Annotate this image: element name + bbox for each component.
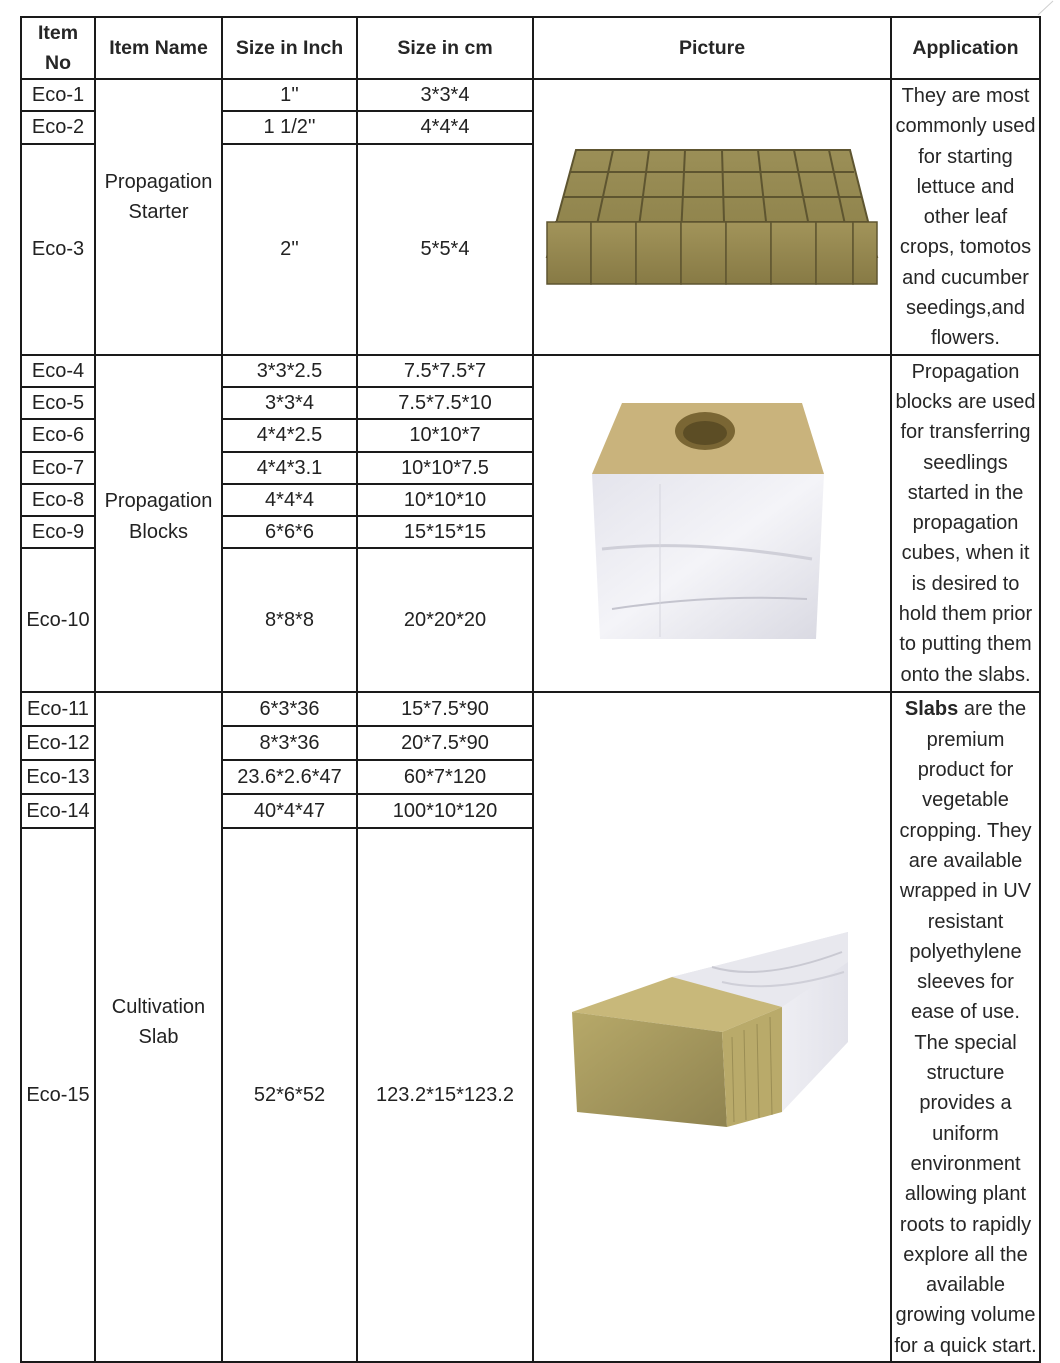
item-no-cell: Eco-15 xyxy=(21,828,95,1362)
size-inch-cell: 2'' xyxy=(222,144,357,355)
wrapped-rockwool-block-image xyxy=(592,399,832,649)
header-item-no-line2: No xyxy=(45,52,71,74)
picture-cell xyxy=(533,355,891,693)
table-row xyxy=(21,79,1040,111)
item-no-cell: Eco-4 xyxy=(21,355,95,387)
size-cm-cell: 15*15*15 xyxy=(357,516,533,548)
picture-cell xyxy=(533,79,891,355)
item-name-cell xyxy=(95,355,222,693)
item-no-cell: Eco-2 xyxy=(21,111,95,143)
size-cm-cell: 100*10*120 xyxy=(357,794,533,828)
picture-cell xyxy=(533,692,891,1362)
size-cm-cell: 3*3*4 xyxy=(357,79,533,111)
size-inch-cell: 8*3*36 xyxy=(222,726,357,760)
wrapped-rockwool-slab-image xyxy=(562,922,862,1132)
application-cell xyxy=(891,79,1040,355)
size-inch-cell: 40*4*47 xyxy=(222,794,357,828)
size-cm-cell: 7.5*7.5*7 xyxy=(357,355,533,387)
item-no-cell: Eco-13 xyxy=(21,760,95,794)
size-cm-cell: 123.2*15*123.2 xyxy=(357,828,533,1362)
item-no-cell: Eco-6 xyxy=(21,419,95,451)
application-bold-term: Slabs xyxy=(904,698,959,721)
item-no-cell: Eco-7 xyxy=(21,452,95,484)
item-name-cell xyxy=(95,692,222,1362)
application-text xyxy=(892,694,1039,1361)
application-cell xyxy=(891,355,1040,693)
item-no-cell: Eco-8 xyxy=(21,484,95,516)
item-no-cell: Eco-11 xyxy=(21,692,95,726)
size-inch-cell: 52*6*52 xyxy=(222,828,357,1362)
item-no-cell: Eco-5 xyxy=(21,387,95,419)
item-name-line2: Starter xyxy=(128,200,189,223)
header-application: Application xyxy=(891,17,1040,79)
size-cm-cell: 60*7*120 xyxy=(357,760,533,794)
item-no-cell: Eco-9 xyxy=(21,516,95,548)
size-cm-cell: 7.5*7.5*10 xyxy=(357,387,533,419)
size-inch-cell: 23.6*2.6*47 xyxy=(222,760,357,794)
item-name-line1: Propagation xyxy=(104,170,213,193)
size-inch-cell: 1 1/2'' xyxy=(222,111,357,143)
header-item-name: Item Name xyxy=(95,17,222,79)
item-no-cell: Eco-1 xyxy=(21,79,95,111)
item-no-cell: Eco-10 xyxy=(21,548,95,692)
size-inch-cell: 4*4*4 xyxy=(222,484,357,516)
rockwool-starter-cube-sheet-image xyxy=(542,142,882,292)
page-corner-mark xyxy=(1036,0,1054,16)
item-name-cell xyxy=(95,79,222,355)
item-name-line1: Propagation xyxy=(104,490,213,513)
header-picture: Picture xyxy=(533,17,891,79)
size-cm-cell: 10*10*7.5 xyxy=(357,452,533,484)
header-size-inch: Size in Inch xyxy=(222,17,357,79)
size-cm-cell: 20*7.5*90 xyxy=(357,726,533,760)
application-cell xyxy=(891,692,1040,1362)
header-item-no-line1: Item xyxy=(37,22,79,44)
application-text: They are most commonly used for starting lettuce and other leaf crops, tomotos and cucumber seedings,and flowers. xyxy=(895,85,1036,350)
size-cm-cell: 4*4*4 xyxy=(357,111,533,143)
size-cm-cell: 15*7.5*90 xyxy=(357,692,533,726)
size-inch-cell: 1'' xyxy=(222,79,357,111)
header-item-no xyxy=(21,17,95,79)
table-row xyxy=(21,355,1040,387)
item-no-cell: Eco-12 xyxy=(21,726,95,760)
application-body: are the premium product for vegetable cropping. They are available wrapped in UV resistant polyethylene sleeves for ease of use. The special structure provides a uniform environment allowing plant roots to rapidly explore all the available growing volume for a quick start. xyxy=(894,698,1037,1357)
size-cm-cell: 5*5*4 xyxy=(357,144,533,355)
item-name-line2: Blocks xyxy=(129,520,188,543)
table-row xyxy=(21,692,1040,726)
size-inch-cell: 6*3*36 xyxy=(222,692,357,726)
header-size-cm: Size in cm xyxy=(357,17,533,79)
size-inch-cell: 6*6*6 xyxy=(222,516,357,548)
header-row xyxy=(21,17,1040,79)
size-inch-cell: 4*4*3.1 xyxy=(222,452,357,484)
size-inch-cell: 8*8*8 xyxy=(222,548,357,692)
item-name-line2: Slab xyxy=(138,1026,179,1049)
size-inch-cell: 3*3*4 xyxy=(222,387,357,419)
application-text: Propagation blocks are used for transferring seedlings started in the propagation cubes, when it is desired to hold them prior to putting them onto the slabs. xyxy=(895,360,1036,686)
item-name-line1: Cultivation xyxy=(111,995,206,1018)
item-no-cell: Eco-14 xyxy=(21,794,95,828)
size-cm-cell: 10*10*10 xyxy=(357,484,533,516)
size-cm-cell: 20*20*20 xyxy=(357,548,533,692)
product-spec-table xyxy=(20,16,1041,1363)
size-inch-cell: 4*4*2.5 xyxy=(222,419,357,451)
item-no-cell: Eco-3 xyxy=(21,144,95,355)
size-inch-cell: 3*3*2.5 xyxy=(222,355,357,387)
size-cm-cell: 10*10*7 xyxy=(357,419,533,451)
